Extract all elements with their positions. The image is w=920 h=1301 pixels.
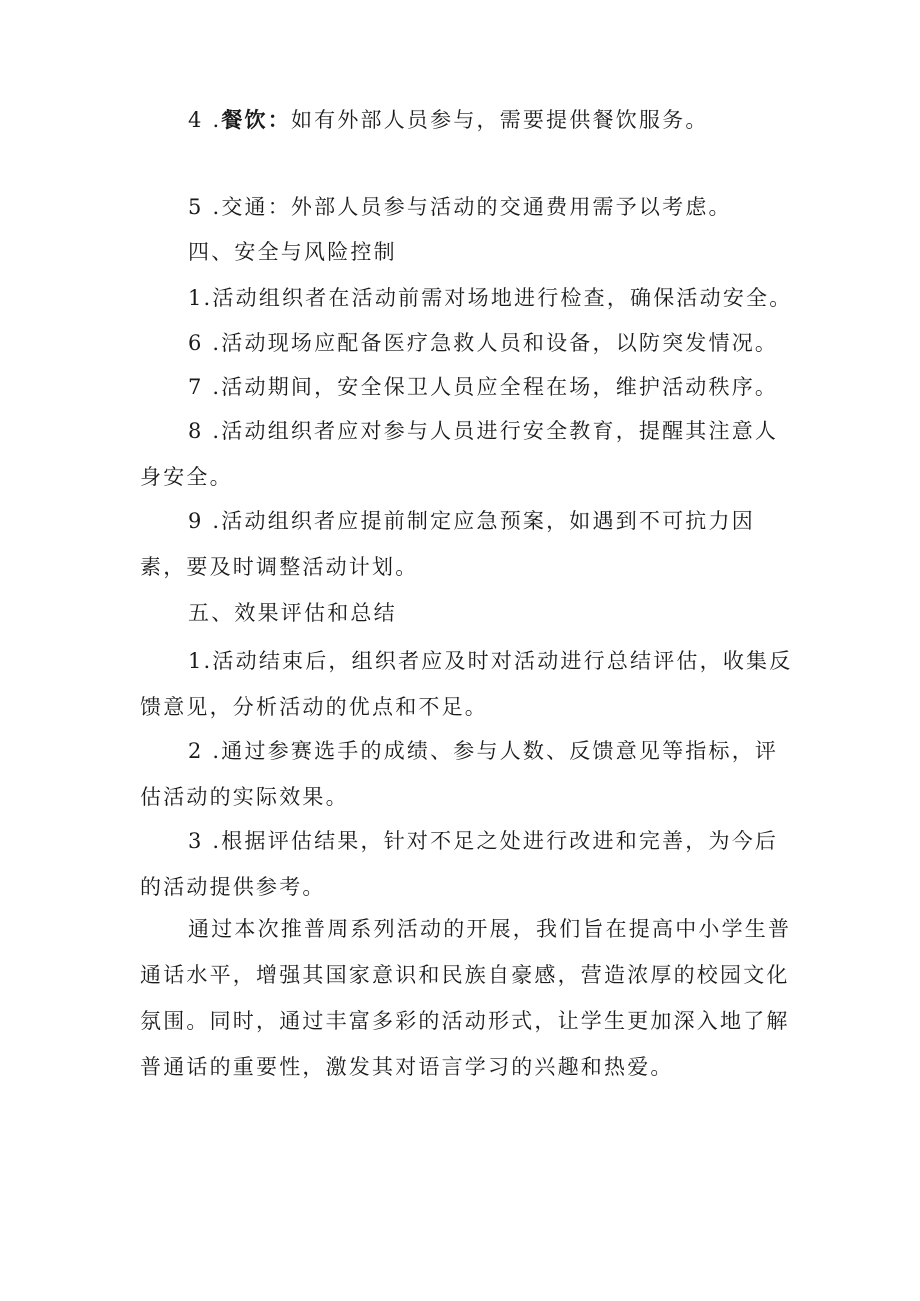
section-5-item-2: 2 .通过参赛选手的成绩、参与人数、反馈意见等指标，评估活动的实际效果。 <box>140 739 779 809</box>
section-5-heading: 五、效果评估和总结 <box>188 601 397 625</box>
section-4-heading: 四、安全与风险控制 <box>188 240 397 264</box>
item-4-number: 4 <box>188 108 204 132</box>
section-5-item-3: 3 .根据评估结果，针对不足之处进行改进和完善，为今后的活动提供参考。 <box>140 829 779 899</box>
section-4-item-1: 1.活动组织者在活动前需对场地进行检查，确保活动安全。 <box>188 286 793 310</box>
section-5-item-1: 1.活动结束后，组织者应及时对活动进行总结评估，收集反馈意见，分析活动的优点和不足。 <box>140 649 793 719</box>
item-5-number: 5 <box>188 195 204 219</box>
conclusion-paragraph: 通过本次推普周系列活动的开展，我们旨在提高中小学生普通话水平，增强其国家意识和民族自豪感，营造浓厚的校园文化氛围。同时，通过丰富多彩的活动形式，让学生更加深入地了解普通话的重要性，激发其对语言学习的兴趣和热爱。 <box>140 917 792 1079</box>
item-5-transport <box>140 184 800 230</box>
section-4-item-7: 7 .活动期间，安全保卫人员应全程在场，维护活动秩序。 <box>188 375 779 399</box>
item-4-dot: . <box>203 108 222 132</box>
section-4-item-8: 8 .活动组织者应对参与人员进行安全教育，提醒其注意人身安全。 <box>140 419 779 489</box>
item-4-catering <box>140 97 800 143</box>
item-5-dot: . <box>203 195 222 219</box>
item-4-label: 餐饮： <box>221 107 291 132</box>
section-4-item-6: 6 .活动现场应配备医疗急救人员和设备，以防突发情况。 <box>188 331 779 355</box>
item-5-text: 交通：外部人员参与活动的交通费用需予以考虑。 <box>221 195 732 219</box>
section-4-item-9: 9 .活动组织者应提前制定应急预案，如遇到不可抗力因素，要及时调整活动计划。 <box>140 509 755 579</box>
item-4-text: 如有外部人员参与，需要提供餐饮服务。 <box>290 108 709 132</box>
